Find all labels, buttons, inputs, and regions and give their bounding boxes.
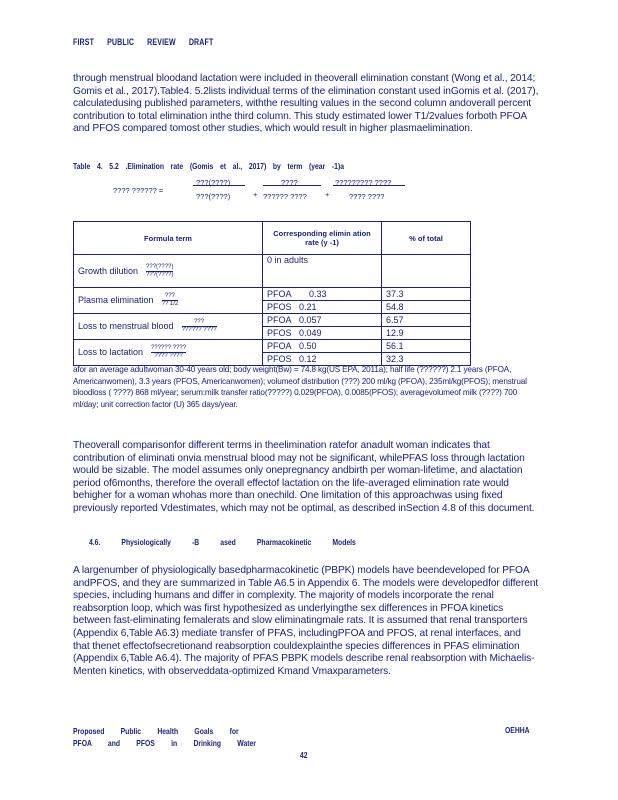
footer-title-line1: Proposed Public Health Goals for [73, 726, 239, 736]
running-header: FIRST PUBLIC REVIEW DRAFT [73, 37, 214, 47]
equation-lhs: ???? ?????? = [113, 186, 164, 195]
table-row [74, 288, 471, 301]
rate-cell: PFOS 0.049 [263, 327, 382, 340]
equation-plus: + [325, 190, 330, 199]
equation-term2-denominator: ?????? ???? [263, 192, 307, 201]
rate-cell: PFOS 0.12 [263, 353, 382, 366]
rate-cell: PFOA 0.50 [263, 340, 382, 353]
equation-fraction-bar [333, 185, 405, 186]
percent-cell: 32.3 [382, 353, 471, 366]
percent-cell: 37.3 [382, 288, 471, 301]
rate-cell: PFOS 0.21 [263, 301, 382, 314]
percent-cell: 56.1 [382, 340, 471, 353]
footer-agency: OEHHA [505, 725, 530, 735]
equation-term1-denominator: ???(????) [196, 192, 231, 201]
percent-cell: 54.8 [382, 301, 471, 314]
term-cell: Growth dilution ???(????) ???(????) [74, 255, 263, 288]
table-header-row [74, 222, 471, 255]
paragraph-comparison: Theoverall comparisonfor different terms in theelimination ratefor anadult woman indicates that contribution of eliminati onvia menstrual blood may not be significant, whilePFAS loss through lactation would be sizable. The model assumes only onepregnancy andbirth per woman-lifetime, and alactation period of6months, therefore the overall effectof lactation on the life-averaged elimination rate would behigher for a woman whohas more than onechild. One limitation of this approachwas using fixed previously reported Vdestimates, which may not be optimal, as described inSection 4.8 of this document. [73, 440, 535, 514]
term-formula: ??? ?? 1/2 [161, 293, 179, 307]
rate-cell: PFOA 0.33 [263, 288, 382, 301]
table-footnote: afor an average adultwoman 30-40 years old; body weight(Bw) = 74.8 kg(US EPA, 2011a); half life (??????) 2.1 years (PFOA, Americanwomen), 3.3 years (PFOS, Americanwomen); volumeof distribution (???) 200 ml/kg (PFOA), 235ml/kg(PFOS); menstrual bloodloss ( ????) 868 ml/year; serum:milk transfer ratio(?????) 0.029(PFOA), 0.0085(PFOS); averagevolumeof milk (????) 700 ml/day; unit correction factor (U) 365 days/year. [73, 365, 527, 409]
term-cell: Loss to menstrual blood ??? ?????? ???? [74, 314, 263, 340]
equation-fraction-bar [193, 185, 245, 186]
column-header-percent: % of total [382, 222, 471, 255]
column-header-formula: Formula term [74, 222, 263, 255]
equation-term2-numerator: ???? [281, 178, 298, 187]
equation-plus: + [253, 190, 258, 199]
table-row [74, 255, 471, 288]
equation-term3-denominator: ???? ???? [349, 192, 385, 201]
term-formula: ???(????) ???(????) [146, 263, 174, 278]
equation-fraction-bar [263, 185, 321, 186]
term-cell: Loss to lactation ?????? ???? ???? ???? [74, 340, 263, 366]
footer-title-line2: PFOA and PFOS in Drinking Water [73, 738, 256, 748]
percent-cell [382, 255, 471, 288]
page-number: 42 [300, 750, 308, 760]
percent-cell: 6.57 [382, 314, 471, 327]
paragraph-elimination-intro: through menstrual bloodand lactation were included in theoverall elimination constant (Wong et al., 2014; Gomis et al., 2017).Table4. 5.2lists individual terms of the elimination constant used inGomis et al. (2017), calculatedusing published parameters, withthe resulting values in the second column andoverall percent contribution to total elimination inthe third column. This study estimated lower T1/2values forboth PFOA and PFOS compared tomost other studies, which would result in higher plasmaelimination. [73, 73, 539, 135]
column-header-rate: Corresponding elimin ation rate (y -1) [263, 222, 382, 255]
elimination-equation [113, 178, 413, 208]
equation-term1-numerator: ???(????) [196, 178, 231, 187]
paragraph-pbpk-models: A largenumber of physiologically basedpharmacokinetic (PBPK) models have beendeveloped for PFOA andPFOS, and they are summarized in Table A6.5 in Appendix 6. The models were developedfor different species, including humans and differ in complexity. The majority of models incorporate the renal reabsorption loop, which was first hypothesized as underlyingthe sex differences in PFOA kinetics between fast-eliminating femalerats and slow eliminatingmale rats. It is assumed that renal transporters (Appendix 6,Table A6.3) mediate transfer of PFAS, includingPFOA and PFOS, at renal interfaces, and that thenet effectofsecretionand reabsorption couldexplainthe species differences in PFAS elimination (Appendix 6,Table A6.4). The majority of PFAS PBPK models describe renal reabsorption with Michaelis-Menten kinetics, with observeddata-optimized Kmand Vmaxparameters. [73, 565, 539, 677]
elimination-table [73, 221, 471, 366]
rate-cell: PFOA 0.057 [263, 314, 382, 327]
percent-cell: 12.9 [382, 327, 471, 340]
section-heading: 4.6. Physiologically -B ased Pharmacokinetic Models [89, 537, 356, 547]
term-cell: Plasma elimination ??? ?? 1/2 [74, 288, 263, 314]
equation-term3-numerator: ????????? ???? [335, 178, 392, 187]
table-row [74, 314, 471, 327]
table-row [74, 340, 471, 353]
table-caption: Table 4. 5.2 .Elimination rate (Gomis et al., 2017) by term (year -1)a [73, 161, 344, 171]
footer-left [73, 725, 256, 749]
term-formula: ??? ?????? ???? [181, 319, 217, 333]
term-formula: ?????? ???? ???? ???? [151, 345, 187, 359]
rate-cell: 0 in adults [263, 255, 382, 288]
